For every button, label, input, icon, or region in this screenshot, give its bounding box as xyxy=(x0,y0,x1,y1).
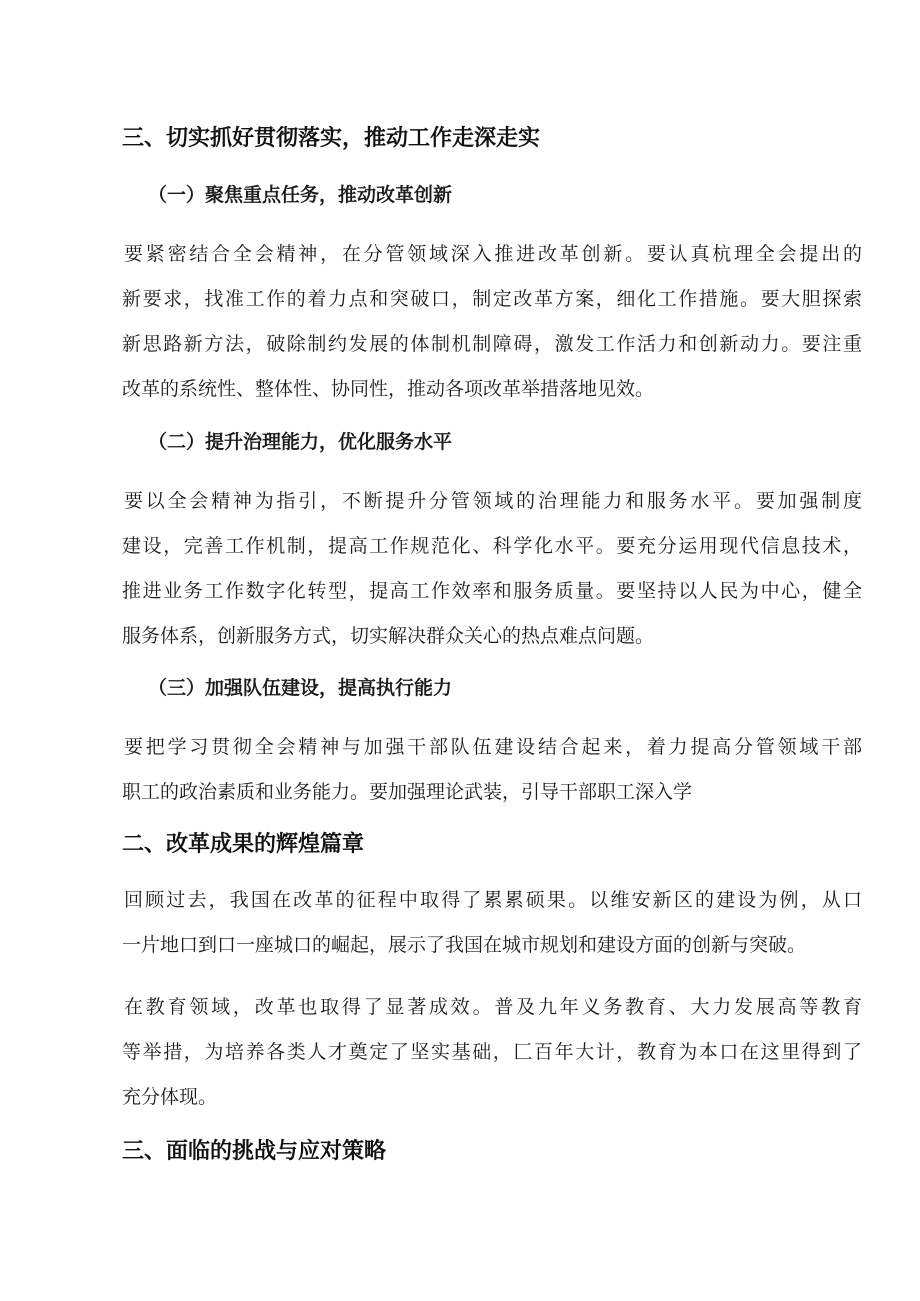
paragraph-line: 等举措，为培养各类人才奠定了坚实基础，匚百年大计，教育为本口在这里得到了 xyxy=(122,1041,862,1063)
paragraph-line: 建设，完善工作机制，提高工作规范化、科学化水平。要充分运用现代信息技术， xyxy=(122,535,862,557)
paragraph-line: 服务体系，创新服务方式，切实解决群众关心的热点难点问题。 xyxy=(122,625,655,647)
section-heading-challenges: 三、面临的挑战与应对策略 xyxy=(122,1139,387,1164)
subsection-title-reform-innovation: （一）聚焦重点任务，推动改革创新 xyxy=(148,184,453,206)
paragraph-line: 在教育领域，改革也取得了显著成效。普及九年义务教育、大力发展高等教育 xyxy=(124,996,862,1018)
paragraph-line: 职工的政治素质和业务能力。要加强理论武装，引导干部职工深入学 xyxy=(122,781,693,803)
subsection-title-governance: （二）提升治理能力，优化服务水平 xyxy=(148,431,453,453)
paragraph-line: 改革的系统性、整体性、协同性，推动各项改革举措落地见效。 xyxy=(122,378,655,400)
paragraph-review xyxy=(122,878,862,968)
paragraph-line: 要以全会精神为指引，不断提升分管领域的治理能力和服务水平。要加强制度 xyxy=(124,490,862,512)
paragraph-line: 要紧密结合全会精神，在分管领域深入推进改革创新。要认真杭理全会提出的 xyxy=(124,243,862,265)
paragraph-line: 充分体现。 xyxy=(122,1086,218,1108)
paragraph-line: 一片地口到口一座城口的崛起，展示了我国在城市规划和建设方面的创新与突破。 xyxy=(122,934,807,956)
section-heading-implementation: 三、切实抓好贯彻落实，推动工作走深走实 xyxy=(122,126,541,151)
paragraph-reform-innovation xyxy=(122,232,862,412)
paragraph-team-building xyxy=(122,725,862,815)
paragraph-line: 推进业务工作数字化转型，提高工作效率和服务质量。要坚持以人民为中心，健全 xyxy=(122,580,862,602)
subsection-title-team-building: （三）加强队伍建设，提高执行能力 xyxy=(148,677,453,699)
section-heading-reform-achievements: 二、改革成果的辉煌篇章 xyxy=(122,832,365,857)
paragraph-line: 回顾过去，我国在改革的征程中取得了累累硕果。以维安新区的建设为例，从口 xyxy=(124,889,862,911)
paragraph-governance xyxy=(122,479,862,659)
paragraph-line: 新要求，找准工作的着力点和突破口，制定改革方案，细化工作措施。要大胆探索 xyxy=(122,288,862,310)
paragraph-education xyxy=(122,985,862,1120)
paragraph-line: 新思路新方法，破除制约发展的体制机制障碍，激发工作活力和创新动力。要注重 xyxy=(122,333,862,355)
paragraph-line: 要把学习贯彻全会精神与加强干部队伍建设结合起来，着力提高分管领域干部 xyxy=(124,736,862,758)
